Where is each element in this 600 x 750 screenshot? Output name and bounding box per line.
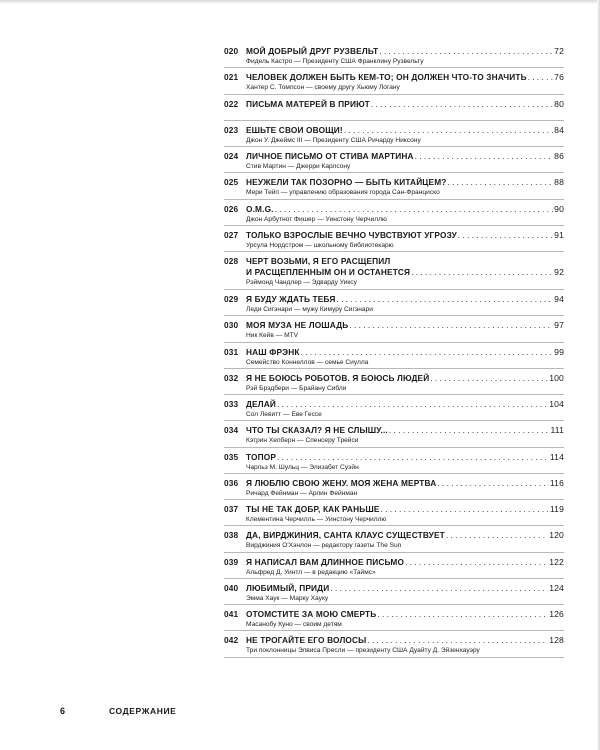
entry-author-recipient: Вирджиния О'Хэнлон — редактору газеты The Sun <box>246 542 402 550</box>
entry-number: 035 <box>224 451 239 462</box>
entry-number: 022 <box>224 98 239 109</box>
entry-page-number: 76 <box>554 72 564 83</box>
entry-author-recipient: Стив Мартин — Джерри Карлсону <box>246 163 351 170</box>
entry-page-number: 84 <box>554 124 564 135</box>
toc-entry-line <box>224 95 564 110</box>
entry-title: ЧЕЛОВЕК ДОЛЖЕН БЫТЬ КЕМ-ТО; ОН ДОЛЖЕН ЧТО-ТО ЗНАЧИТЬ <box>246 72 527 83</box>
entry-number: 021 <box>224 72 239 83</box>
dot-leader <box>430 373 548 384</box>
toc-entry[interactable] <box>224 316 564 342</box>
toc-entry[interactable] <box>224 95 564 121</box>
entry-author-recipient: Фидель Кастро — Президенту США Франклину Рузвельту <box>246 58 424 65</box>
toc-entry-line <box>224 252 564 267</box>
entry-page-number: 99 <box>554 346 564 357</box>
toc-entry-line <box>224 173 564 188</box>
entry-page-number: 72 <box>554 46 564 56</box>
entry-number: 031 <box>224 346 239 357</box>
entry-number: 029 <box>224 294 239 304</box>
dot-leader <box>528 72 553 83</box>
entry-number: 027 <box>224 229 239 240</box>
toc-entry[interactable] <box>224 474 564 500</box>
toc-entry-line <box>224 226 564 241</box>
entry-author-recipient: Мери Тейп — управлению образования города Сан-Франциско <box>246 189 440 197</box>
entry-number: 025 <box>224 177 239 188</box>
toc-entry[interactable] <box>224 200 564 226</box>
toc-entry-line <box>224 343 564 358</box>
toc-entry[interactable] <box>224 631 564 657</box>
entry-author-recipient: Кэтрин Хепберн — Спенсеру Трейси <box>246 437 359 445</box>
entry-number: 023 <box>224 124 239 135</box>
entry-number: 020 <box>224 46 239 56</box>
entry-title: O.M.G. <box>246 203 274 214</box>
entry-title: ЛИЧНОЕ ПИСЬМО ОТ СТИВА МАРТИНА <box>246 151 414 161</box>
dot-leader <box>330 583 548 594</box>
entry-author-recipient: Семейство Коннеллов — семье Сиулла <box>246 358 369 366</box>
entry-number: 042 <box>224 635 239 646</box>
entry-page-number: 124 <box>549 582 564 593</box>
page-number: 6 <box>60 706 66 716</box>
entry-number: 037 <box>224 504 239 514</box>
toc-entry-line <box>224 631 564 646</box>
entry-author-recipient: Джон У. Джеймс III — Президенту США Ричарду Никсону <box>246 136 421 144</box>
toc-entry-line <box>224 526 564 541</box>
toc-entry-line <box>224 121 564 136</box>
entry-page-number: 126 <box>549 609 564 619</box>
toc-entry[interactable] <box>224 553 564 579</box>
toc-entry[interactable] <box>224 421 564 447</box>
toc-entry-line <box>224 369 564 384</box>
toc-entry[interactable] <box>224 579 564 605</box>
dot-leader <box>277 399 548 410</box>
entry-title: ТОЛЬКО ВЗРОСЛЫЕ ВЕЧНО ЧУВСТВУЮТ УГРОЗУ <box>246 229 457 240</box>
entry-page-number: 122 <box>549 556 564 567</box>
entry-page-number: 119 <box>549 504 564 514</box>
dot-leader <box>405 557 548 568</box>
dot-leader <box>349 320 553 331</box>
entry-number: 032 <box>224 372 239 383</box>
dot-leader <box>411 267 553 278</box>
dot-leader <box>381 504 549 515</box>
toc-entry[interactable] <box>224 68 564 94</box>
entry-page-number: 120 <box>549 530 564 541</box>
dot-leader <box>379 46 553 57</box>
toc-entry[interactable] <box>224 226 564 252</box>
toc-entry-line <box>224 579 564 594</box>
entry-author-recipient: Чарльз М. Шульц — Элизабет Суэйн <box>246 463 359 471</box>
dot-leader <box>415 151 554 162</box>
entry-author-recipient: Хантер С. Томпсон — своему другу Хьюму Логану <box>246 84 400 92</box>
entry-page-number: 104 <box>549 399 564 409</box>
toc-entry[interactable] <box>224 500 564 526</box>
entry-author-recipient: Альфред Д. Уинтл — в редакцию «Таймс» <box>246 568 376 576</box>
toc-entry-line <box>224 200 564 215</box>
toc-entry[interactable] <box>224 252 564 290</box>
dot-leader <box>389 425 550 436</box>
toc-entry-line <box>224 421 564 436</box>
toc-entry[interactable] <box>224 395 564 421</box>
entry-page-number: 92 <box>554 267 564 277</box>
entry-page-number: 91 <box>554 229 564 240</box>
toc-entry-line <box>224 42 564 57</box>
dot-leader <box>336 294 553 305</box>
toc-entry[interactable] <box>224 42 564 68</box>
entry-page-number: 80 <box>554 98 564 109</box>
toc-entry[interactable] <box>224 290 564 316</box>
entry-page-number: 88 <box>554 177 564 188</box>
entry-author-recipient: Ричард Фейнман — Арлин Фейнман <box>246 489 358 497</box>
section-title: СОДЕРЖАНИЕ <box>109 706 177 716</box>
entry-title: ЛЮБИМЫЙ, ПРИДИ <box>246 582 330 593</box>
entry-author-recipient: Ник Кейв — MTV <box>246 332 299 340</box>
entry-page-number: 94 <box>554 294 564 304</box>
entry-page-number: 128 <box>549 635 564 646</box>
entry-author-recipient: Эмма Хаук — Марку Хауку <box>246 594 329 602</box>
dot-leader <box>377 609 548 620</box>
toc-entry-line <box>224 267 564 278</box>
entry-title: ТЫ НЕ ТАК ДОБР, КАК РАНЬШЕ <box>246 504 380 514</box>
entry-number: 034 <box>224 425 239 436</box>
dot-leader <box>446 530 548 541</box>
entry-title: ЕШЬТЕ СВОИ ОВОЩИ! <box>246 124 343 135</box>
entry-number: 026 <box>224 203 239 214</box>
entry-page-number: 111 <box>550 425 564 436</box>
entry-title: ДА, ВИРДЖИНИЯ, САНТА КЛАУС СУЩЕСТВУЕТ <box>246 530 445 541</box>
entry-author-recipient: Клементина Черчилль — Уинстону Черчиллю <box>246 516 387 523</box>
toc-entry-line <box>224 553 564 568</box>
entry-page-number: 86 <box>554 151 564 161</box>
toc-entry[interactable] <box>224 605 564 631</box>
entry-number: 038 <box>224 530 239 541</box>
toc-entry-line <box>224 605 564 620</box>
entry-page-number: 116 <box>549 477 564 488</box>
entry-number: 039 <box>224 556 239 567</box>
toc-entry-line <box>224 395 564 410</box>
toc-entry-line <box>224 147 564 162</box>
dot-leader <box>371 99 553 110</box>
entry-page-number: 100 <box>549 372 564 383</box>
entry-author-recipient: Три поклонницы Элвиса Пресли — президенту США Дуайту Д. Эйзенхауэру <box>246 647 480 655</box>
entry-title: ОТОМСТИТЕ ЗА МОЮ СМЕРТЬ <box>246 609 377 619</box>
entry-page-number: 90 <box>554 203 564 214</box>
dot-leader <box>277 452 549 463</box>
entry-title-continued: И РАСЩЕПЛЕННЫМ ОН И ОСТАНЕТСЯ <box>246 267 411 277</box>
entry-page-number: 97 <box>554 320 564 331</box>
dot-leader <box>448 177 554 188</box>
toc-entry-line <box>224 290 564 305</box>
entry-number: 030 <box>224 320 239 331</box>
entry-title: ДЕЛАЙ <box>246 399 276 409</box>
dot-leader <box>437 478 548 489</box>
dot-leader <box>344 125 553 136</box>
table-of-contents <box>224 42 564 658</box>
entry-title: ТОПОР <box>246 451 277 462</box>
toc-entry-line <box>224 316 564 331</box>
entry-title: НЕ ТРОГАЙТЕ ЕГО ВОЛОСЫ <box>246 635 367 646</box>
entry-title: НЕУЖЕЛИ ТАК ПОЗОРНО — БЫТЬ КИТАЙЦЕМ? <box>246 177 447 188</box>
entry-title: НАШ ФРЭНК <box>246 346 300 357</box>
entry-title: ПИСЬМА МАТЕРЕЙ В ПРИЮТ <box>246 98 370 109</box>
dot-leader <box>367 635 548 646</box>
entry-author-recipient: Джон Арбутнот Фишер — Уинстону Черчиллю <box>246 215 387 223</box>
entry-number: 041 <box>224 609 239 619</box>
entry-author-recipient: Масанобу Куно — своим детям <box>246 621 342 628</box>
entry-title: Я ЛЮБЛЮ СВОЮ ЖЕНУ. МОЯ ЖЕНА МЕРТВА <box>246 477 437 488</box>
dot-leader <box>301 347 554 358</box>
toc-entry-line <box>224 474 564 489</box>
toc-entry[interactable] <box>224 369 564 395</box>
entry-page-number: 114 <box>549 451 564 462</box>
toc-entry-line <box>224 68 564 83</box>
dot-leader <box>275 204 554 215</box>
entry-author-recipient: Рэй Брэдбери — Брайану Сибли <box>246 384 347 392</box>
entry-author-recipient: Сол Левитт — Еве Гессе <box>246 411 322 418</box>
entry-title: ЧТО ТЫ СКАЗАЛ? Я НЕ СЛЫШУ... <box>246 425 388 436</box>
toc-entry[interactable] <box>224 448 564 474</box>
entry-author-recipient: Рэймонд Чандлер — Эдварду Уиксу <box>246 279 357 286</box>
toc-entry[interactable] <box>224 121 564 147</box>
dot-leader <box>458 230 553 241</box>
toc-entry-line <box>224 448 564 463</box>
entry-number: 028 <box>224 256 239 266</box>
toc-entry[interactable] <box>224 526 564 552</box>
toc-entry-line <box>224 500 564 515</box>
entry-author-recipient: Урсула Нордстром — школьному библиотекарю <box>246 241 394 249</box>
entry-title: Я НАПИСАЛ ВАМ ДЛИННОЕ ПИСЬМО <box>246 556 405 567</box>
entry-number: 033 <box>224 399 239 409</box>
entry-title: Я НЕ БОЮСЬ РОБОТОВ. Я БОЮСЬ ЛЮДЕЙ <box>246 372 430 383</box>
entry-number: 024 <box>224 151 239 161</box>
entry-author-recipient: Леди Сигэнари — мужу Кимуру Сигэнари <box>246 306 373 313</box>
entry-title: МОЙ ДОБРЫЙ ДРУГ РУЗВЕЛЬТ <box>246 46 379 56</box>
entry-number: 036 <box>224 477 239 488</box>
entry-title: ЧЕРТ ВОЗЬМИ, Я ЕГО РАСЩЕПИЛ <box>246 256 391 266</box>
page-top-edge <box>0 0 600 4</box>
toc-entry[interactable] <box>224 173 564 199</box>
entry-number: 040 <box>224 582 239 593</box>
entry-title: Я БУДУ ЖДАТЬ ТЕБЯ <box>246 294 336 304</box>
toc-entry[interactable] <box>224 147 564 173</box>
toc-entry[interactable] <box>224 343 564 369</box>
entry-title: МОЯ МУЗА НЕ ЛОШАДЬ <box>246 320 349 331</box>
